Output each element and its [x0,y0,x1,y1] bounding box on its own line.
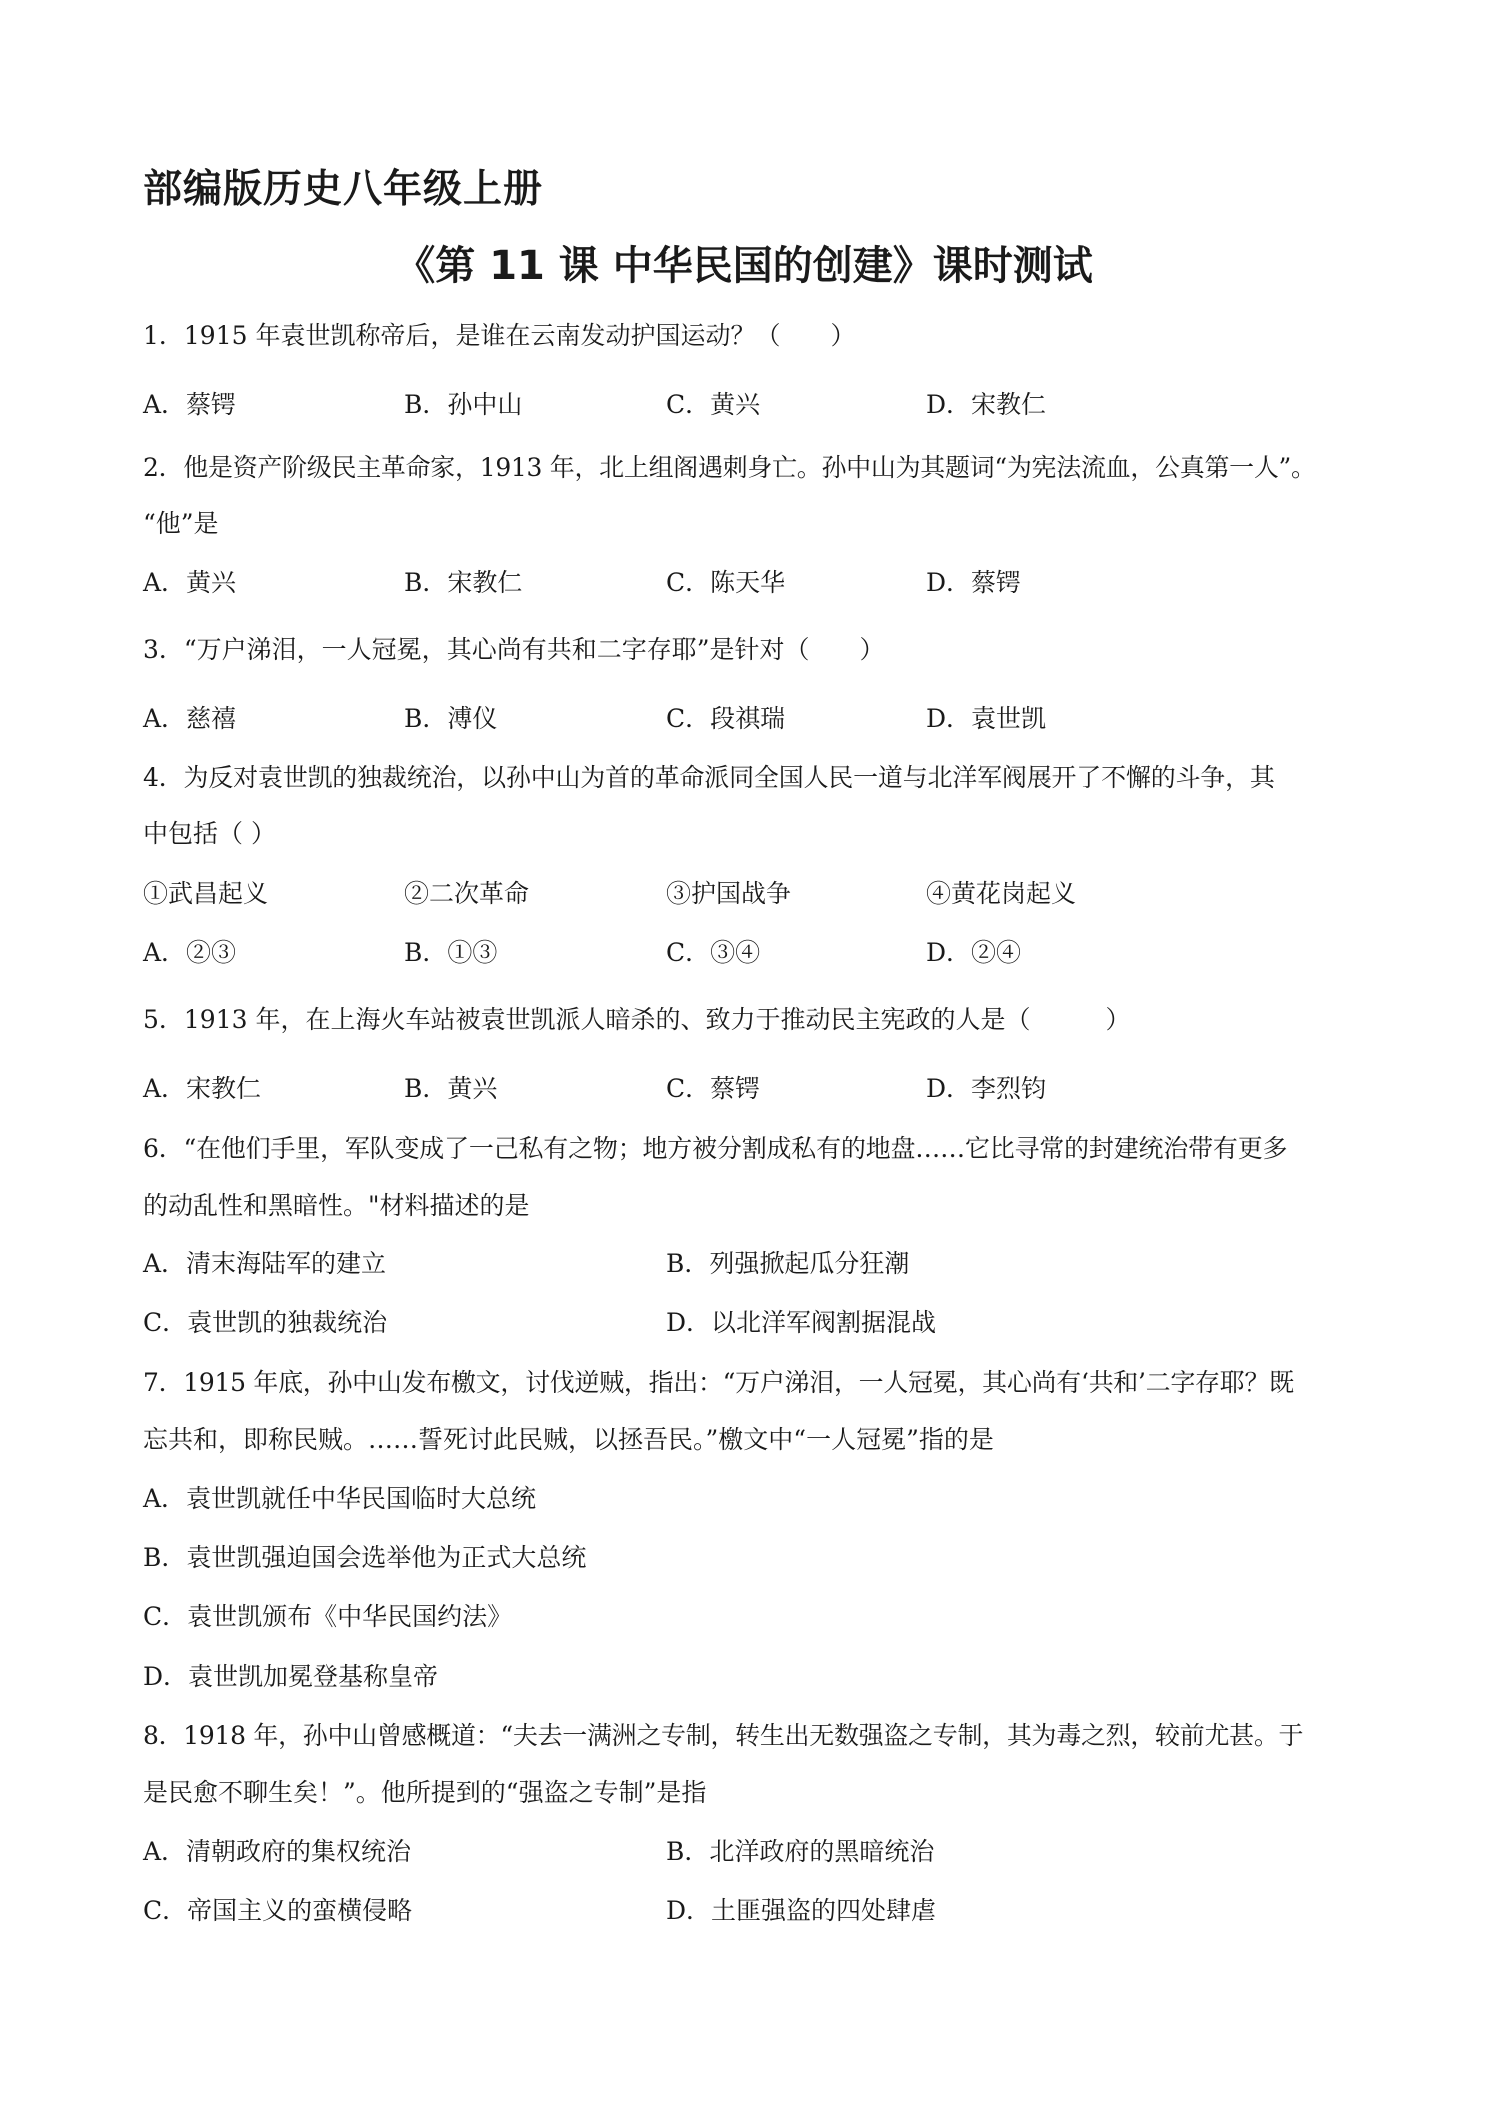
question-4-option-c: C．③④ [666,938,761,967]
question-7-text-line-1: 7．1915 年底，孙中山发布檄文，讨伐逆贼，指出：“万户涕泪，一人冠冕，其心尚有‘共和’二字存耶？既 [143,1368,1294,1397]
question-4-item-4: ④黄花岗起义 [926,879,1077,908]
question-5-option-d: D．李烈钧 [926,1074,1047,1103]
question-2-option-c: C．陈天华 [666,568,786,597]
question-2-option-a: A．黄兴 [143,568,237,597]
question-6-option-b: B．列强掀起瓜分狂潮 [666,1249,910,1278]
question-4-text-line-1: 4．为反对袁世凯的独裁统治，以孙中山为首的革命派同全国人民一道与北洋军阀展开了不懈的斗争，其 [143,763,1275,792]
question-1-option-a: A．蔡锷 [143,390,237,419]
question-7-option-a: A．袁世凯就任中华民国临时大总统 [143,1484,537,1513]
question-4-option-a: A．②③ [143,938,237,967]
question-6-text-line-2: 的动乱性和黑暗性。"材料描述的是 [143,1191,530,1220]
question-3-option-a: A．慈禧 [143,704,237,733]
textbook-heading: 部编版历史八年级上册 [143,167,544,212]
question-7-option-b: B．袁世凯强迫国会选举他为正式大总统 [143,1543,587,1572]
question-1-option-b: B．孙中山 [404,390,523,419]
question-5-text: 5．1913 年，在上海火车站被袁世凯派人暗杀的、致力于推动民主宪政的人是（ ） [143,1005,1131,1034]
question-2-text-line-2: “他”是 [143,509,219,538]
question-5-option-a: A．宋教仁 [143,1074,262,1103]
question-2-option-b: B．宋教仁 [404,568,523,597]
question-6-text-line-1: 6．“在他们手里，军队变成了一己私有之物；地方被分割成私有的地盘……它比寻常的封建统治带有更多 [143,1134,1288,1163]
question-3-option-b: B．溥仪 [404,704,498,733]
question-3-option-d: D．袁世凯 [926,704,1047,733]
question-7-option-c: C．袁世凯颁布《中华民国约法》 [143,1602,513,1631]
question-6-option-a: A．清末海陆军的建立 [143,1249,387,1278]
question-7-option-d: D．袁世凯加冕登基称皇帝 [143,1662,439,1691]
question-4-option-b: B．①③ [404,938,498,967]
question-4-item-3: ③护国战争 [666,879,792,908]
question-4-option-d: D．②④ [926,938,1022,967]
question-6-option-d: D．以北洋军阀割据混战 [666,1308,937,1337]
question-5-option-c: C．蔡锷 [666,1074,761,1103]
question-3-option-c: C．段祺瑞 [666,704,786,733]
question-8-option-d: D．土匪强盗的四处肆虐 [666,1896,937,1925]
question-4-item-2: ②二次革命 [404,879,530,908]
question-8-text-line-1: 8．1918 年，孙中山曾感概道：“夫去一满洲之专制，转生出无数强盗之专制，其为毒之烈，较前尤甚。于 [143,1721,1304,1750]
question-4-text-line-2: 中包括（ ） [143,819,276,848]
question-8-option-a: A．清朝政府的集权统治 [143,1837,412,1866]
question-4-item-1: ①武昌起义 [143,879,269,908]
question-2-option-d: D．蔡锷 [926,568,1022,597]
page-title: 《第 11 课 中华民国的创建》课时测试 [395,243,1093,289]
question-1-text: 1．1915 年袁世凯称帝后，是谁在云南发动护国运动？（ ） [143,321,856,350]
question-5-option-b: B．黄兴 [404,1074,498,1103]
question-8-text-line-2: 是民愈不聊生矣！”。他所提到的“强盗之专制”是指 [143,1778,707,1807]
question-1-option-d: D．宋教仁 [926,390,1047,419]
question-3-text: 3．“万户涕泪，一人冠冕，其心尚有共和二字存耶”是针对（ ） [143,635,885,664]
question-1-option-c: C．黄兴 [666,390,761,419]
question-8-option-b: B．北洋政府的黑暗统治 [666,1837,935,1866]
question-8-option-c: C．帝国主义的蛮横侵略 [143,1896,413,1925]
question-7-text-line-2: 忘共和，即称民贼。……誓死讨此民贼，以拯吾民。”檄文中“一人冠冕”指的是 [143,1425,994,1454]
question-6-option-c: C．袁世凯的独裁统治 [143,1308,388,1337]
question-2-text-line-1: 2．他是资产阶级民主革命家，1913 年，北上组阁遇刺身亡。孙中山为其题词“为宪法流血，公真第一人”。 [143,453,1316,482]
